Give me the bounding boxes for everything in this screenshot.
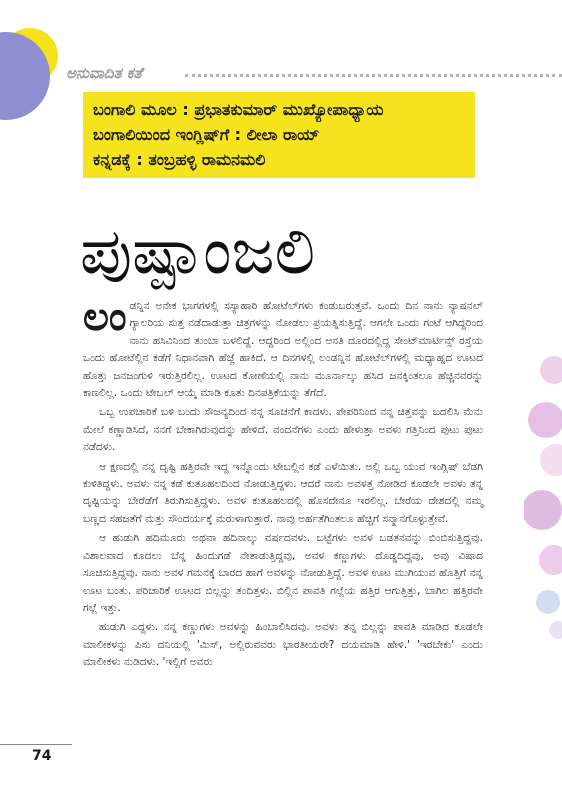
section-label: ಅನುವಾದಿತ ಕತೆ (66, 64, 143, 82)
paragraph-text: ಡನ್ನಿನ ಅನೇಕ ಭಾಗಗಳಲ್ಲಿ ಸಸ್ಯಾಹಾರಿ ಹೋಟೆಲ್‌ಗಳು ಕಂಡುಬರುತ್ತವೆ. ಒಂದು ದಿನ ನಾನು ನ್ಯಾಷನಲ್ ಗ್ಯಾಲರಿಯ ಸುತ್ತ ನಡೆದಾಡುತ್ತಾ ಚಿತ್ರಗಳನ್ನು ನೋಡಲು ಪ್ರಯತ್ನಿಸುತ್ತಿದ್ದೆ. ಆಗಲೇ ಒಂದು ಗಂಟೆ ಆಗಿದ್ದರಿಂದ ನಾನು ಹಸಿವಿನಿಂದ ತುಂಬಾ ಬಳಲಿದ್ದೆ. ಆದ್ದರಿಂದ ಅಲ್ಲಿಂದ ಅನತಿ ದೂರದಲ್ಲಿದ್ದ ಸೇಂಟ್‌ಮಾರ್ಟಿನ್ಸ್ ರಸ್ತೆಯ ಒಂದು ಹೋಟೆಲ್ಲಿನ ಕಡೆಗೆ ನಿಧಾನವಾಗಿ ಹೆಜ್ಜೆ ಹಾಕಿದೆ. ಆ ದಿನಗಳಲ್ಲಿ ಲಂಡನ್ನಿನ ಹೋಟೆಲ್‌ಗಳಲ್ಲಿ ಮಧ್ಯಾಹ್ನದ ಊಟದ ಹೊತ್ತು ಜನಜಂಗುಳಿ ಇರುತ್ತಿರಲಿಲ್ಲ. ಊಟದ ಕೋಣೆಯಲ್ಲಿ ನಾನು ಮೂರ್ನಾಲ್ಕು ಹಸಿದ ಜನಕ್ಕಿಂತಲೂ ಹೆಚ್ಚಿನವರನ್ನು ಕಾಣಲಿಲ್ಲ. ಒಂದು ಟೇಬಲ್ ಆಯ್ಕೆ ಮಾಡಿ ಕೂತು ದಿನಪತ್ರಿಕೆಯನ್ನು ತೆಗೆದೆ. (83, 300, 483, 400)
story-paragraph-2: ಒಬ್ಬ ಉಪಚಾರಿಕೆ ಬಳಿ ಬಂದು ಸೌಜನ್ಯದಿಂದ ನನ್ನ ಸೂಚನೆಗೆ ಕಾದಳು. ಪೇಪರಿನಿಂದ ನನ್ನ ಚಿತ್ತವನ್ನು ಬದಲಿಸಿ ಮೆನು ಮೇಲೆ ಕಣ್ಣಾಡಿಸಿದೆ, ನನಗೆ ಬೇಕಾಗಿರುವುದನ್ನು ಹೇಳಿದೆ. ವಂದನೆಗಳು ಎಂದು ಹೇಳುತ್ತಾ ಅವಳು ಗತ್ತಿನಿಂದ ಪುಟು ಪುಟು ನಡೆದಳು. (83, 406, 483, 454)
story-body (83, 294, 483, 674)
credits-box (83, 92, 475, 178)
dotted-divider (185, 74, 562, 77)
credit-english-translator: ಬಂಗಾಲಿಯಿಂದ ಇಂಗ್ಲಿಷ್‌ಗೆ : ಲೀಲಾ ರಾಯ್ (93, 125, 320, 144)
floral-decoration-image (524, 340, 562, 640)
page-number: 74 (32, 748, 52, 764)
story-paragraph-5: ಹುಡುಗಿ ಎದ್ದಳು. ನನ್ನ ಕಣ್ಣುಗಳು ಅವಳನ್ನು ಹಿಂಬಾಲಿಸಿದವು. ಅವಳು ತನ್ನ ಬಿಲ್ಲನ್ನು ಪಾವತಿ ಮಾಡಿದ ಕೂಡಲೇ ಮಾಲೀಕಳನ್ನು ಪಿಸು ದನಿಯಲ್ಲಿ 'ಮಿಸ್, ಅಲ್ಲಿರುವವರು ಭಾರತೀಯರೇ? ದಯಮಾಡಿ ಹೇಳಿ.' 'ಇರಬೇಕು' ಎಂದು ಮಾಲೀಕಳು ನುಡಿದಳು. 'ಇಲ್ಲಿಗೆ ಅವರು (83, 621, 483, 669)
page-number-rule (0, 744, 72, 745)
story-title: ಪುಷ್ಪಾಂಜಲಿ (80, 215, 316, 289)
drop-cap: ಲಂ (83, 294, 127, 340)
credit-original-author: ಬಂಗಾಲಿ ಮೂಲ : ಪ್ರಭಾತಕುಮಾರ್ ಮುಖ್ಯೋಪಾಧ್ಯಾಯ (93, 100, 384, 119)
story-paragraph-4: ಆ ಹುಡುಗಿ ಹದಿಮೂರು ಅಥವಾ ಹದಿನಾಲ್ಕು ವರ್ಷದವಳು. ಬಟ್ಟೆಗಳು ಅವಳ ಬಡತನವನ್ನು ಬಿಂಬಿಸುತ್ತಿದ್ದವು. ವಿಶಾಲವಾದ ಕೂದಲು ಬೆನ್ನ ಹಿಂದುಗಡೆ ನೇತಾಡುತ್ತಿದ್ದವು, ಅವಳ ಕಣ್ಣುಗಳು ದೊಡ್ಡದಿದ್ದವು, ಅವು ವಿಷಾದ ಸೂಚಿಸುತ್ತಿದ್ದವು. ನಾನು ಅವಳ ಗಮನಕ್ಕೆ ಬಾರದ ಹಾಗೆ ಅವಳನ್ನು ನೋಡುತ್ತಿದ್ದೆ. ಅವಳ ಊಟ ಮುಗಿಯುವ ಹೊತ್ತಿಗೆ ನನ್ನ ಊಟ ಬಂತು. ಪರಿಚಾರಿಕೆ ಊಟದ ಬಿಲ್ಲನ್ನು ತಂದಿತ್ತಳು. ಬಿಲ್ಲಿನ ಪಾವತಿ ಗಲ್ಲೆಯ ಹತ್ತಿರ ಆಗುತ್ತಿತ್ತು, ಬಾಗಿಲ ಹತ್ತಿರವೇ ಗಲ್ಲೆ ಇತ್ತು. (83, 532, 483, 614)
credit-kannada-translator: ಕನ್ನಡಕ್ಕೆ : ತಂಬ್ರಹಳ್ಳಿ ರಾಮನಮಲಿ (93, 150, 266, 169)
story-paragraph-1 (83, 294, 483, 402)
story-paragraph-3: ಆ ಕ್ಷಣದಲ್ಲಿ ನನ್ನ ದೃಷ್ಟಿ ಹತ್ತಿರವೇ ಇದ್ದ ಇನ್ನೊಂದು ಟೇಬಲ್ಲಿನ ಕಡೆ ಎಳೆಯಿತು. ಅಲ್ಲಿ ಒಬ್ಬ ಯುವ ಇಂಗ್ಲಿಷ್ ಬೆಡಗಿ ಕುಳಿತಿದ್ದಳು. ಅವಳು ನನ್ನ ಕಡೆ ಕುತೂಹಲದಿಂದ ನೋಡುತ್ತಿದ್ದಳು. ಆದರೆ ನಾನು ಅವಳತ್ತ ನೋಡಿದ ಕೂಡಲೇ ಅವಳು ತನ್ನ ದೃಷ್ಟಿಯನ್ನು ಬೇರೆಡೆಗೆ ತಿರುಗಿಸುತ್ತಿದ್ದಳು. ಅವಳ ಕುತೂಹಲದಲ್ಲಿ ಹೊಸದೇನೂ ಇರಲಿಲ್ಲ. ಬೇರೆಯ ದೇಶದಲ್ಲಿ ನಮ್ಮ ಬಣ್ಣದ ಸಹಜತೆಗೆ ಮತ್ತು ಸೌಂದರ್ಯಕ್ಕೆ ಮರುಳಾಗುತ್ತಾರೆ. ನಾವು ಅರ್ಹತೆಗಿಂತಲೂ ಹೆಚ್ಚಿಗೆ ಸನ್ಮಾನಗೊಳ್ಳುತ್ತೇವೆ. (83, 460, 483, 525)
